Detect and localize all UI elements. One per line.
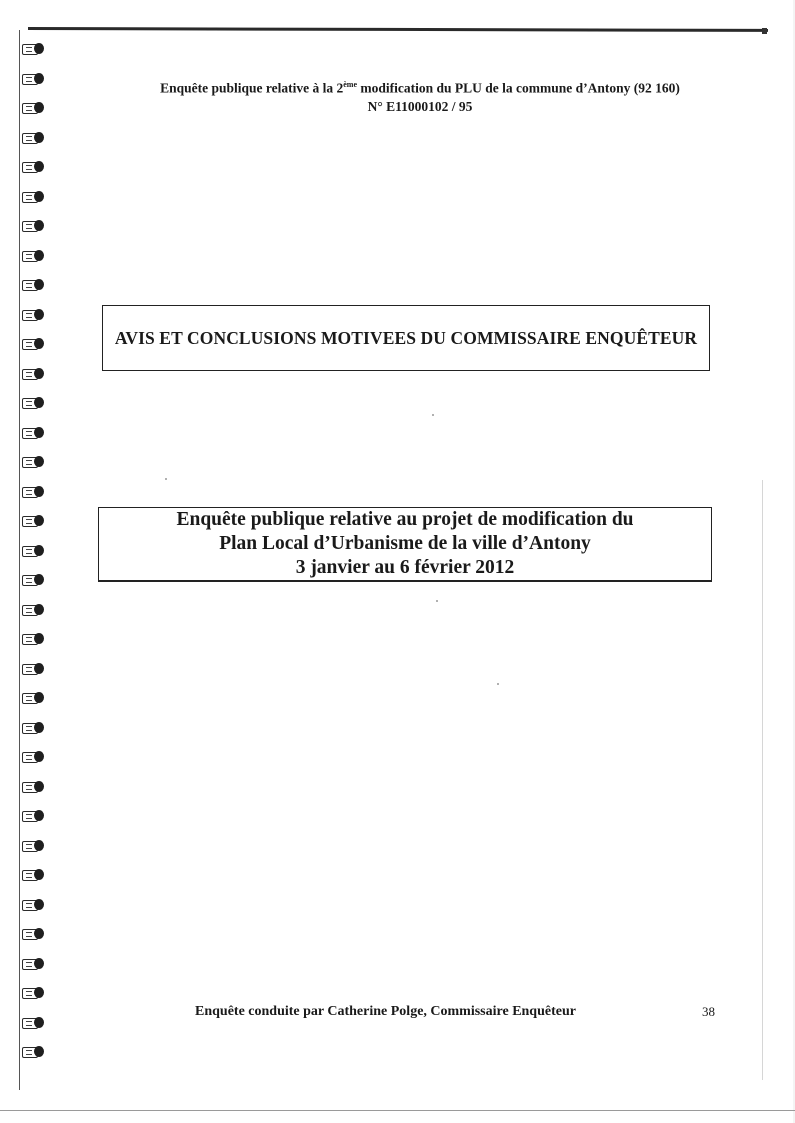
binding-ring bbox=[22, 514, 42, 527]
scan-speck bbox=[436, 600, 438, 602]
binding-ring bbox=[22, 750, 42, 763]
subject-line-2: Plan Local d’Urbanisme de la ville d’Antony bbox=[219, 533, 591, 554]
binding-ring bbox=[22, 278, 42, 291]
section-title: AVIS ET CONCLUSIONS MOTIVEES DU COMMISSAIRE ENQUÊTEUR bbox=[114, 327, 698, 348]
binding-ring bbox=[22, 455, 42, 468]
binding-ring bbox=[22, 396, 42, 409]
binding-ring bbox=[22, 101, 42, 114]
header-line-2: N° E11000102 / 95 bbox=[367, 98, 473, 114]
binding-ring bbox=[22, 249, 42, 262]
scan-corner-mark bbox=[762, 28, 767, 34]
binding-ring bbox=[22, 190, 42, 203]
binding-ring bbox=[22, 544, 42, 557]
binding-ring bbox=[22, 809, 42, 822]
binding-ring bbox=[22, 426, 42, 439]
footer-author: Enquête conduite par Catherine Polge, Commissaire Enquêteur bbox=[195, 1004, 576, 1019]
binding-ring bbox=[22, 72, 42, 85]
section-title-box bbox=[102, 305, 710, 371]
binding-ring bbox=[22, 662, 42, 675]
scan-right-line bbox=[762, 480, 763, 1080]
binding-ring bbox=[22, 160, 42, 173]
binding-ring bbox=[22, 219, 42, 232]
binding-ring bbox=[22, 632, 42, 645]
subject-box bbox=[98, 507, 712, 582]
scan-speck bbox=[497, 683, 499, 685]
spiral-binding bbox=[18, 42, 48, 1062]
document-header bbox=[110, 76, 730, 116]
binding-ring bbox=[22, 1045, 42, 1058]
binding-ring bbox=[22, 308, 42, 321]
binding-ring bbox=[22, 721, 42, 734]
binding-ring bbox=[22, 957, 42, 970]
subject-line-1: Enquête publique relative au projet de modification du bbox=[176, 509, 634, 530]
binding-ring bbox=[22, 868, 42, 881]
binding-ring bbox=[22, 927, 42, 940]
header-line-1 bbox=[110, 76, 730, 98]
binding-ring bbox=[22, 603, 42, 616]
subject-line-3: 3 janvier au 6 février 2012 bbox=[295, 557, 515, 578]
binding-ring bbox=[22, 367, 42, 380]
scan-speck bbox=[432, 414, 434, 416]
header-line-1-sup: ème bbox=[343, 80, 358, 89]
binding-ring bbox=[22, 573, 42, 586]
page-top-edge bbox=[28, 27, 768, 32]
scan-speck bbox=[165, 478, 167, 480]
binding-ring bbox=[22, 780, 42, 793]
page-bottom-edge bbox=[0, 1110, 795, 1111]
header-line-1-suffix: modification du PLU de la commune d’Antony (92 160) bbox=[357, 80, 680, 96]
binding-ring bbox=[22, 839, 42, 852]
binding-ring bbox=[22, 337, 42, 350]
binding-ring bbox=[22, 1016, 42, 1029]
header-line-1-prefix: Enquête publique relative à la 2 bbox=[160, 80, 344, 96]
page-number: 38 bbox=[702, 1004, 715, 1019]
binding-ring bbox=[22, 898, 42, 911]
binding-ring bbox=[22, 485, 42, 498]
binding-ring bbox=[22, 131, 42, 144]
binding-ring bbox=[22, 986, 42, 999]
binding-ring bbox=[22, 691, 42, 704]
binding-ring bbox=[22, 42, 42, 55]
